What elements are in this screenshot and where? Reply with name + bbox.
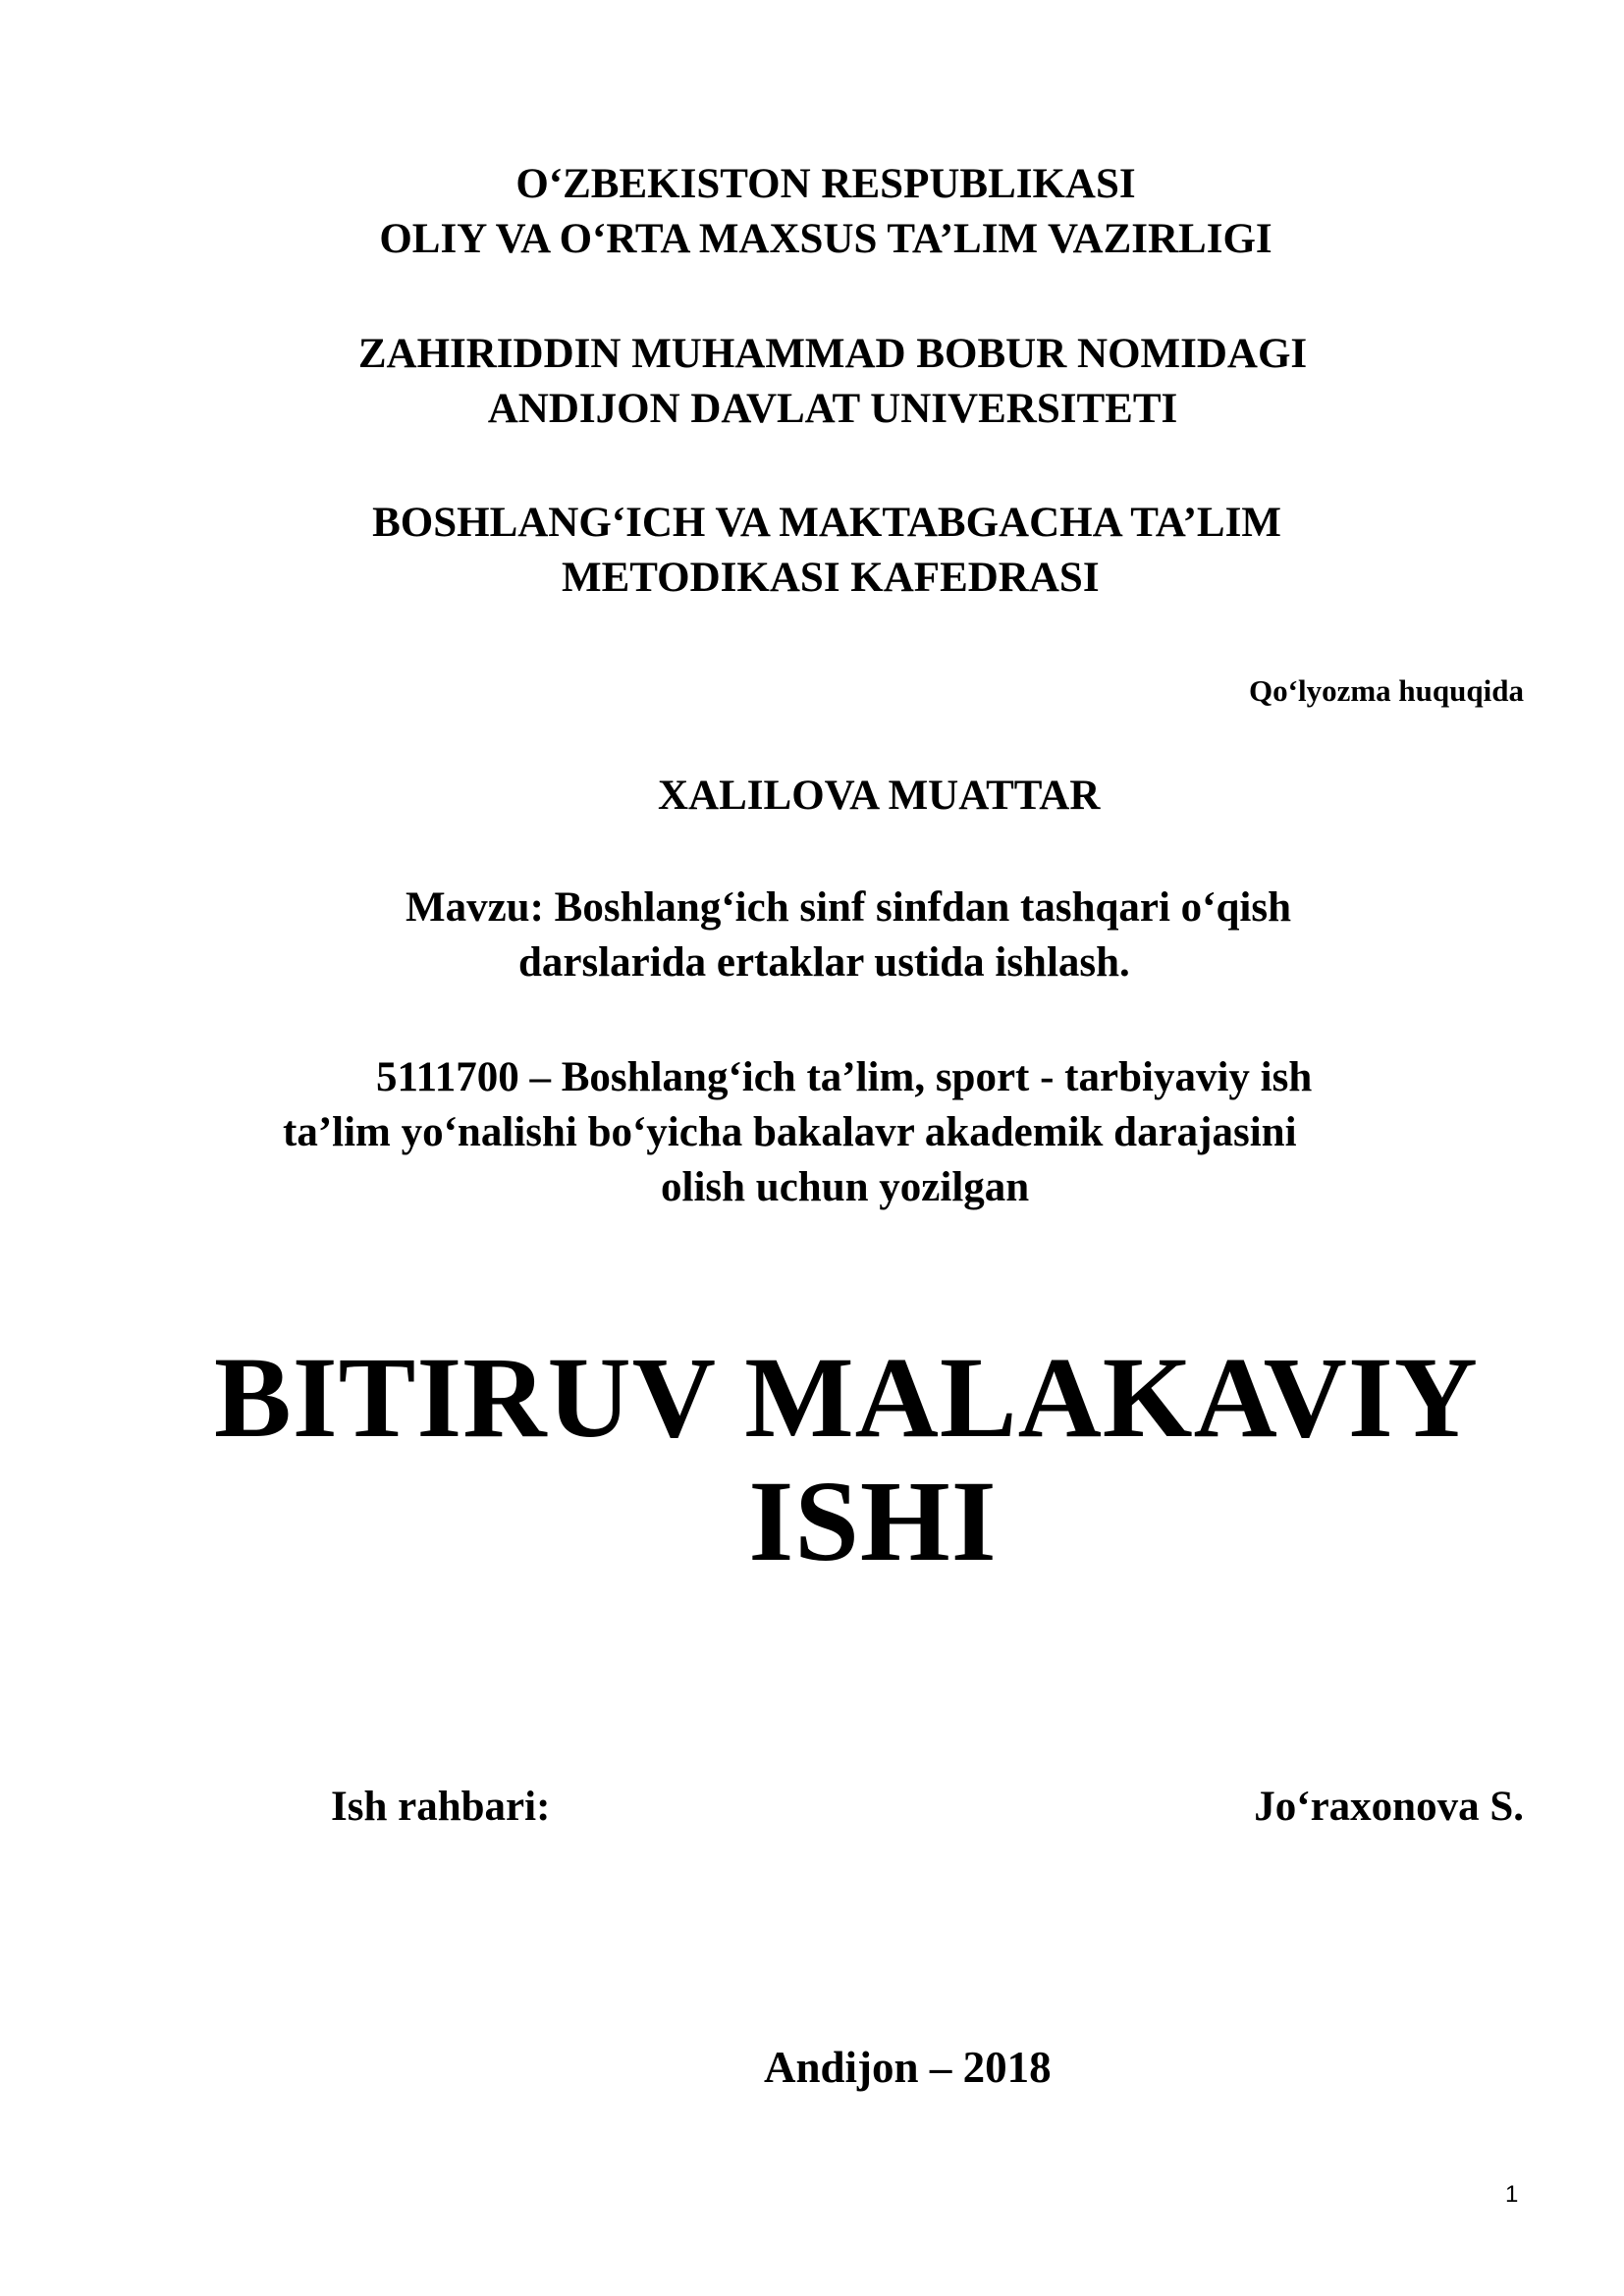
ministry-line-2: OLIY VA O‘RTA MAXSUS TA’LIM VAZIRLIGI bbox=[379, 216, 1272, 262]
page-number: 1 bbox=[1505, 2181, 1519, 2208]
specialty-line-2: ta’lim yo‘nalishi bo‘yicha bakalavr akademik darajasini bbox=[283, 1109, 1297, 1155]
rights-note: Qo‘lyozma huquqida bbox=[1249, 673, 1524, 708]
author-name: XALILOVA MUATTAR bbox=[658, 773, 1101, 819]
supervisor-name: Jo‘raxonova S. bbox=[1254, 1784, 1524, 1830]
ministry-line-1: O‘ZBEKISTON RESPUBLIKASI bbox=[515, 161, 1136, 207]
university-line-1: ZAHIRIDDIN MUHAMMAD BOBUR NOMIDAGI bbox=[357, 331, 1308, 377]
city-year: Andijon – 2018 bbox=[764, 2043, 1052, 2092]
work-title-line-2: ISHI bbox=[748, 1457, 998, 1585]
department-line-2: METODIKASI KAFEDRASI bbox=[562, 555, 1100, 601]
department-line-1: BOSHLANG‘ICH VA MAKTABGACHA TA’LIM bbox=[372, 500, 1281, 546]
specialty-line-1: 5111700 – Boshlang‘ich ta’lim, sport - tarbiyaviy ish bbox=[376, 1054, 1313, 1100]
university-line-2: ANDIJON DAVLAT UNIVERSITETI bbox=[487, 386, 1178, 432]
specialty-line-3: olish uchun yozilgan bbox=[661, 1164, 1030, 1210]
work-title-line-1: BITIRUV MALAKAVIY bbox=[214, 1333, 1479, 1462]
supervisor-label: Ish rahbari: bbox=[331, 1784, 551, 1830]
topic-line-1: Mavzu: Boshlang‘ich sinf sinfdan tashqari o‘qish bbox=[406, 884, 1292, 931]
topic-line-2: darslarida ertaklar ustida ishlash. bbox=[518, 939, 1130, 986]
